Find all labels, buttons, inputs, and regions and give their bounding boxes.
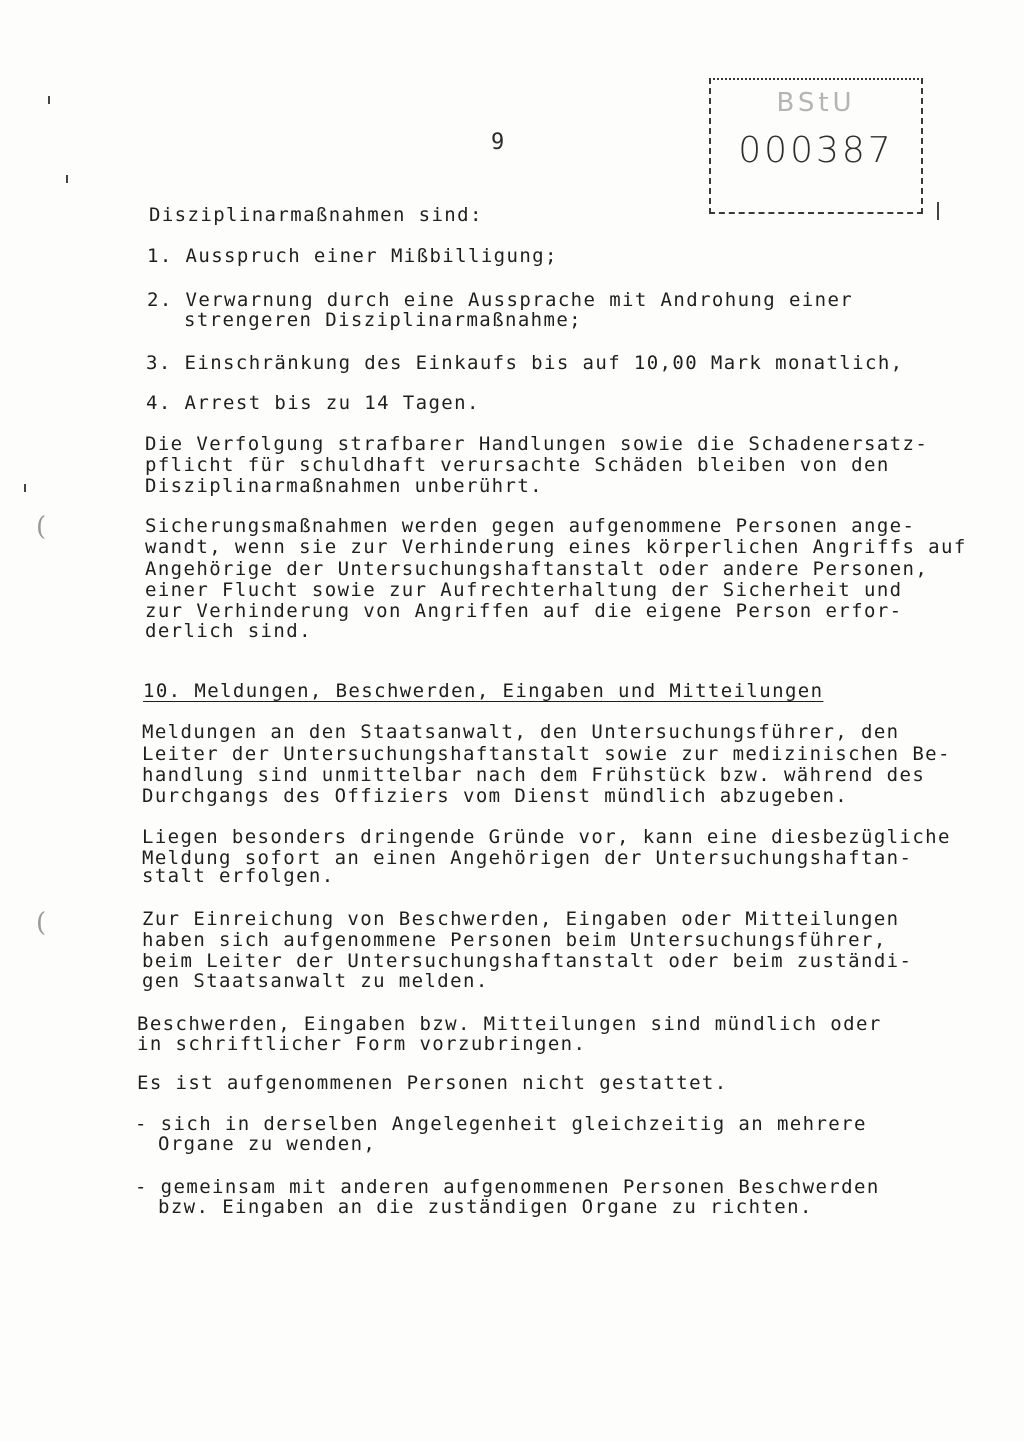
paragraph-line: Die Verfolgung strafbarer Handlungen sowie die Schadenersatz- (145, 433, 929, 455)
hole-punch-mark: ( (36, 512, 47, 542)
paragraph-line: haben sich aufgenommene Personen beim Untersuchungsführer, (142, 929, 887, 951)
scan-mark (24, 484, 26, 492)
paragraph-line: beim Leiter der Untersuchungshaftanstalt oder beim zuständi- (142, 950, 913, 972)
measure-item: 4. Arrest bis zu 14 Tagen. (146, 392, 480, 414)
measure-item: 3. Einschränkung des Einkaufs bis auf 10,00 Mark monatlich, (146, 352, 904, 374)
paragraph-line: Beschwerden, Eingaben bzw. Mitteilungen sind mündlich oder (137, 1013, 882, 1035)
paragraph-line: Meldung sofort an einen Angehörigen der Untersuchungshaftan- (142, 847, 913, 869)
section-heading: 10. Meldungen, Beschwerden, Eingaben und Mitteilungen (143, 680, 824, 702)
paragraph-line: pflicht für schuldhaft verursachte Schäden bleiben von den (145, 454, 890, 476)
stamp-document-number: 000387 (738, 130, 894, 171)
paragraph-line: zur Verhinderung von Angriffen auf die eigene Person erfor- (145, 600, 903, 622)
paragraph-line: Angehörige der Untersuchungshaftanstalt oder andere Personen, (145, 558, 929, 580)
stamp-archive-label: BStU (776, 88, 856, 118)
paragraph-line: in schriftlicher Form vorzubringen. (137, 1033, 587, 1055)
scan-mark (48, 96, 50, 104)
intro-line: Disziplinarmaßnahmen sind: (149, 204, 483, 226)
paragraph-line: Leiter der Untersuchungshaftanstalt sowie zur medizinischen Be- (142, 743, 951, 765)
measure-item: 1. Ausspruch einer Mißbilligung; (147, 245, 558, 267)
paragraph-line: Meldungen an den Staatsanwalt, den Untersuchungsführer, den (142, 721, 900, 743)
paragraph-line: gen Staatsanwalt zu melden. (142, 970, 489, 992)
scan-mark (66, 175, 68, 183)
paragraph-line: stalt erfolgen. (142, 865, 335, 887)
paragraph-line: Durchgangs des Offiziers vom Dienst mündlich abzugeben. (142, 785, 849, 807)
paragraph-line: einer Flucht sowie zur Aufrechterhaltung der Sicherheit und (145, 579, 903, 601)
bullet-item-continuation: Organe zu wenden, (158, 1133, 377, 1155)
measure-item: 2. Verwarnung durch eine Aussprache mit Androhung einer (147, 289, 854, 311)
page-number: 9 (491, 130, 505, 155)
paragraph-line: Liegen besonders dringende Gründe vor, kann eine diesbezügliche (142, 826, 951, 848)
bullet-item: - gemeinsam mit anderen aufgenommenen Personen Beschwerden (135, 1176, 880, 1198)
archive-stamp (709, 78, 923, 214)
paragraph-line: handlung sind unmittelbar nach dem Frühstück bzw. während des (142, 764, 926, 786)
paragraph-line: wandt, wenn sie zur Verhinderung eines körperlichen Angriffs auf (145, 536, 967, 558)
hole-punch-mark: ( (36, 908, 47, 938)
bullet-item: - sich in derselben Angelegenheit gleichzeitig an mehrere (135, 1113, 867, 1135)
paragraph-line: Es ist aufgenommenen Personen nicht gestattet. (137, 1072, 728, 1094)
paragraph-line: Disziplinarmaßnahmen unberührt. (145, 475, 544, 497)
bullet-item-continuation: bzw. Eingaben an die zuständigen Organe zu richten. (158, 1196, 813, 1218)
paragraph-line: derlich sind. (145, 620, 312, 642)
measure-item-continuation: strengeren Disziplinarmaßnahme; (184, 309, 583, 331)
paragraph-line: Sicherungsmaßnahmen werden gegen aufgenommene Personen ange- (145, 515, 916, 537)
paragraph-line: Zur Einreichung von Beschwerden, Eingaben oder Mitteilungen (142, 908, 900, 930)
scan-mark (937, 202, 939, 220)
